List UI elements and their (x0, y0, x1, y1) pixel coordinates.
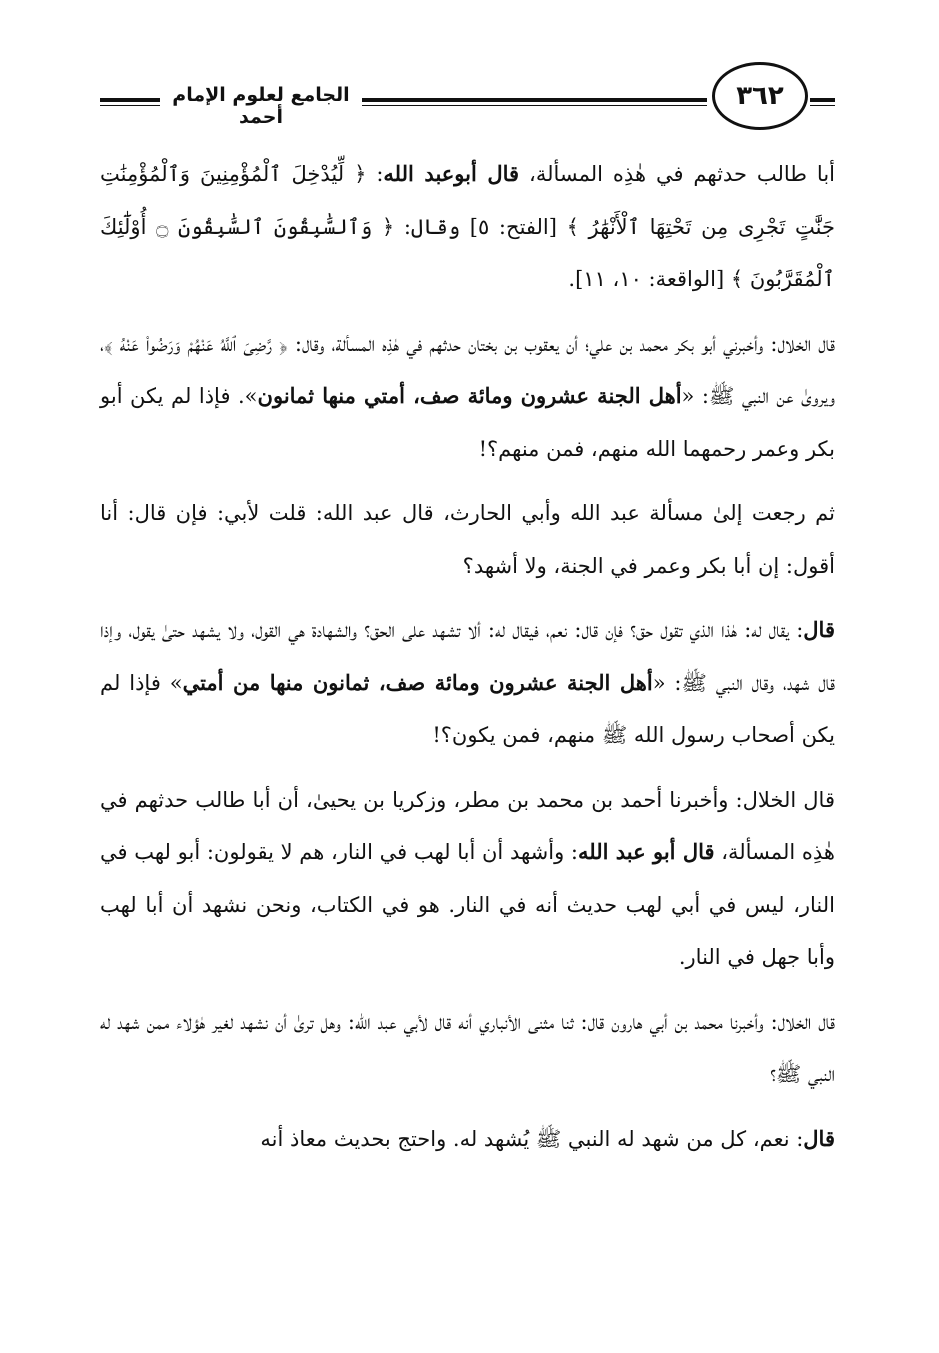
page-body (100, 148, 835, 1165)
header-rule-right (810, 98, 835, 106)
header-rule-middle (362, 98, 707, 106)
hadith-quote: أهل الجنة عشرون ومائة صف، ثمانون منها من أمتي (182, 669, 653, 695)
text-segment: قال الخلال: وأخبرنا محمد بن أبي هارون قال: ثنا مثنى الأنباري أنه قال لأبي عبد الله: وهل ترىٰ أن نشهد لغير هٰؤلاء ممن شهد له النبي ﷺ؟ (100, 1009, 835, 1086)
text-segment: ». فإذا لم يكن أبو بكر وعمر رحمهما الله منهم، فمن منهم؟! (100, 384, 835, 461)
speaker-label: قال أبوعبد الله (383, 161, 520, 186)
paragraph-6 (100, 996, 835, 1101)
text-segment: : نعم، كل من شهد له النبي ﷺ يُشهد له. واحتج بحديث معاذ أنه (260, 1126, 804, 1151)
text-segment: » فإذا لم يكن أصحاب رسول الله ﷺ منهم، فمن يكون؟! (100, 670, 835, 747)
text-segment: قال الخلال: وأخبرنا أحمد بن محمد بن مطر، وزكريا بن يحيىٰ، أن أبا طالب حدثهم في هٰذِه المسألة، (100, 787, 835, 864)
page-number-badge (712, 62, 808, 130)
text-segment: أبا طالب حدثهم في هٰذِه المسألة، (519, 162, 835, 186)
text-segment: : ﴿ لِّيُدْخِلَ ٱلْمُؤْمِنِينَ وَٱلْمُؤْمِنَٰتِ جَنَّٰتٍ تَجْرِى مِن تَحْتِهَا ٱلْأَنْهَٰرُ ﴾ [الفتح: ٥] وقال: ﴿ وَٱلسَّٰبِقُونَ ٱلسَّٰبِقُونَ ۝ أُوْلَٰٓئِكَ ٱلْمُقَرَّبُونَ ﴾ [الواقعة: ١٠، ١١]. (100, 162, 835, 291)
paragraph-1 (100, 148, 835, 306)
text-segment: قال الخلال: وأخبرني أبو بكر محمد بن علي؛ أن يعقوب بن بختان حدثهم في هٰذِه المسألة، وقال: ﴿ رَّضِىَ ٱللَّهُ عَنْهُمْ وَرَضُواْ عَنْهُ ﴾، ويروىٰ عن النبي ﷺ: « (100, 331, 835, 408)
speaker-label: قال أبو عبد الله (578, 839, 715, 864)
header-rule-left (100, 98, 160, 106)
page-number: ٣٦٢ (736, 81, 784, 111)
paragraph-3 (100, 487, 835, 592)
page-header (100, 62, 835, 142)
paragraph-4 (100, 604, 835, 762)
paragraph-5 (100, 774, 835, 984)
text-segment: : يقال له: هٰذا الذي تقول حق؟ فإن قال: نعم، فيقال له: ألا تشهد على الحق؟ والشهادة هي القول، ولا يشهد حتىٰ يقول، وإذا قال شهد، وقال النبي ﷺ: « (100, 618, 835, 695)
running-title: الجامع لعلوم الإمام أحمد (172, 84, 350, 128)
paragraph-2 (100, 318, 835, 476)
speaker-label: قال (803, 1125, 835, 1151)
hadith-quote: أهل الجنة عشرون ومائة صف، أمتي منها ثمانون (257, 383, 682, 408)
paragraph-7 (100, 1113, 835, 1166)
text-segment: : وأشهد أن أبا لهب في النار، هم لا يقولون: أبو لهب في النار، ليس في أبي لهب حديث أنه في النار. هو في الكتاب، ونحن نشهد أن أبا لهب وأبا جهل في النار. (100, 840, 835, 969)
text-segment: ثم رجعت إلىٰ مسألة عبد الله وأبي الحارث، قال عبد الله: قلت لأبي: فإن قال: أنا أقول: إن أبا بكر وعمر في الجنة، ولا أشهد؟ (100, 501, 835, 578)
speaker-label: قال (803, 617, 835, 642)
